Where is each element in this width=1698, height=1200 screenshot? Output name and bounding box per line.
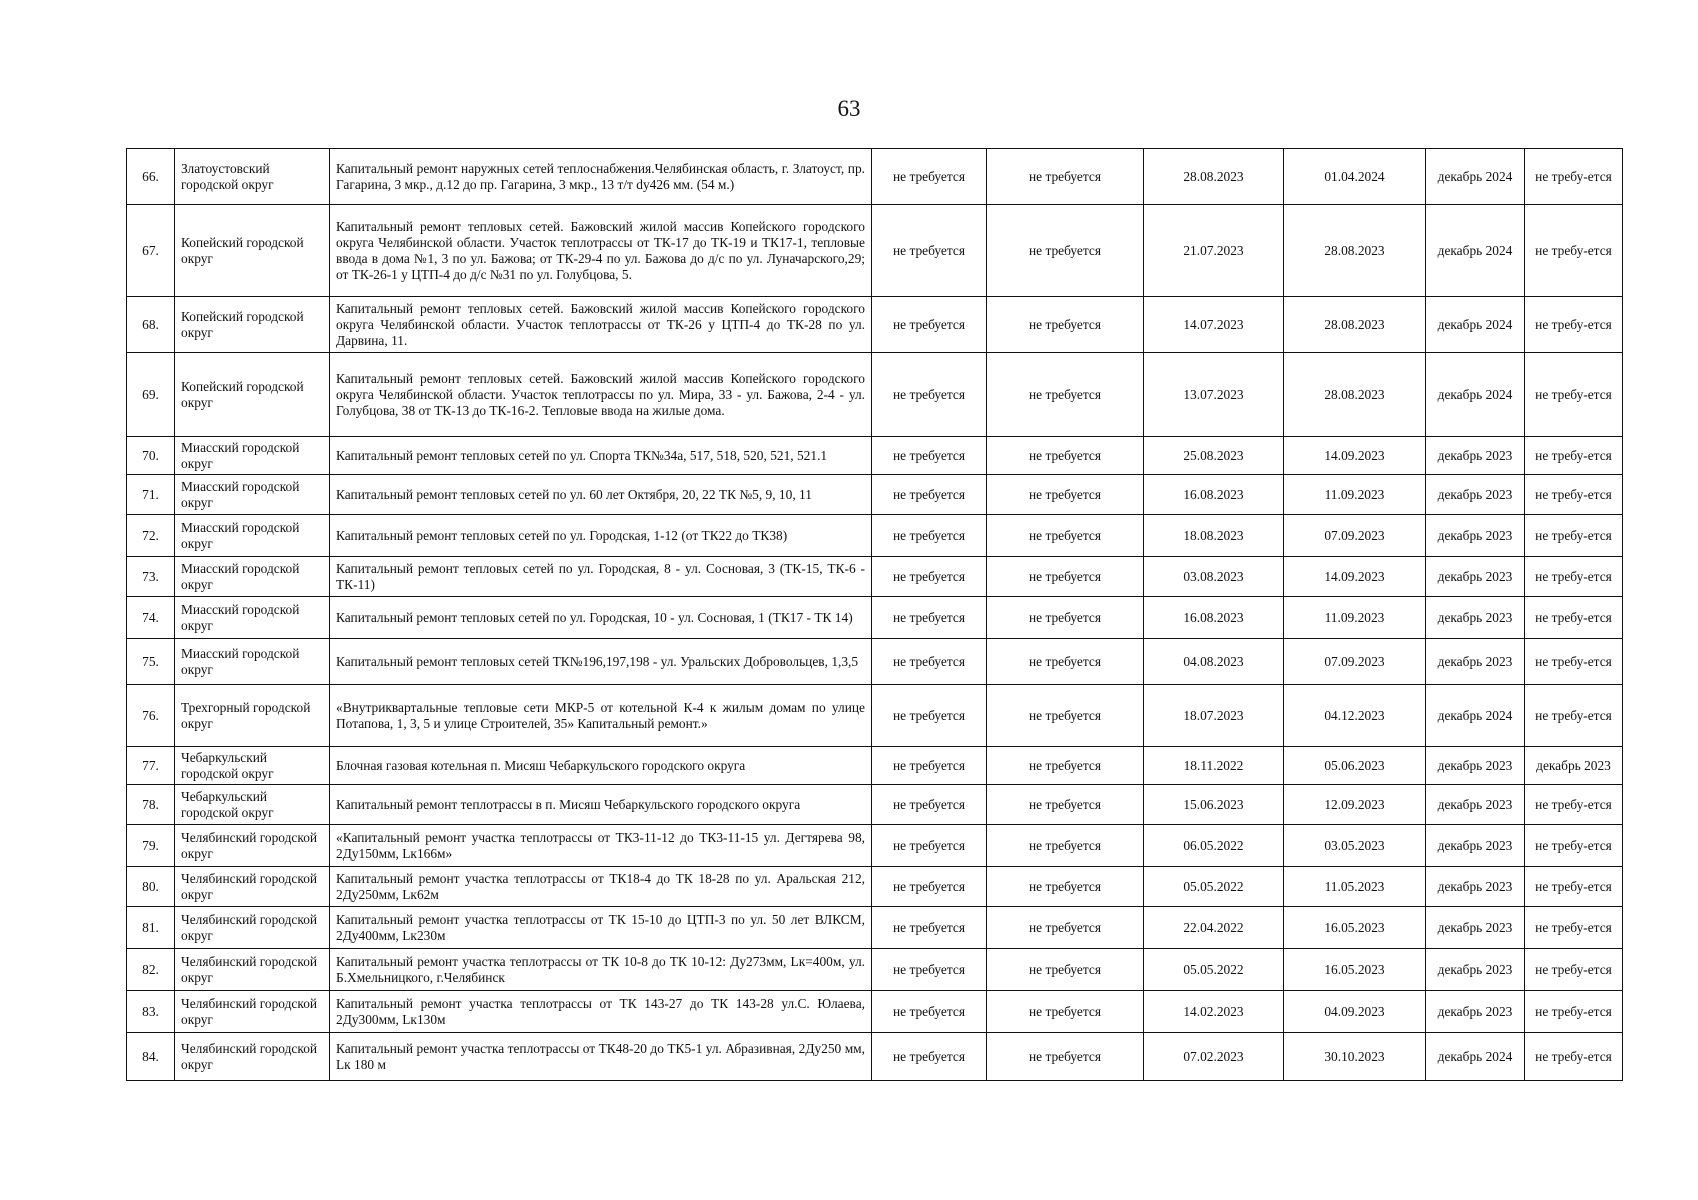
- requirement-cell-b: не требуется: [987, 205, 1144, 297]
- requirement-cell-a: не требуется: [872, 685, 987, 747]
- row-number: 80.: [127, 867, 175, 907]
- start-date-cell: 18.11.2022: [1144, 747, 1284, 785]
- row-number: 69.: [127, 353, 175, 437]
- row-number: 66.: [127, 149, 175, 205]
- deadline-cell: декабрь 2023: [1426, 867, 1525, 907]
- description-cell: Капитальный ремонт тепловых сетей по ул. Городская, 1-12 (от ТК22 до ТК38): [330, 515, 872, 557]
- requirement-cell-b: не требуется: [987, 437, 1144, 475]
- deadline-cell: декабрь 2023: [1426, 515, 1525, 557]
- table-row: [127, 353, 1623, 437]
- municipality-cell: Миасский городской округ: [175, 437, 330, 475]
- municipality-cell: Челябинский городской округ: [175, 907, 330, 949]
- table-row: [127, 991, 1623, 1033]
- status-cell: декабрь 2023: [1525, 747, 1623, 785]
- start-date-cell: 13.07.2023: [1144, 353, 1284, 437]
- requirement-cell-b: не требуется: [987, 685, 1144, 747]
- end-date-cell: 03.05.2023: [1284, 825, 1426, 867]
- description-cell: Капитальный ремонт участка теплотрассы от ТК 143-27 до ТК 143-28 ул.С. Юлаева, 2Ду300мм, Lк130м: [330, 991, 872, 1033]
- description-cell: Капитальный ремонт тепловых сетей. Бажовский жилой массив Копейского городского округа Челябинской области. Участок теплотрассы от ТК-17 до ТК-19 и ТК17-1, тепловые ввода в дома №1, 3 по ул. Бажова; от ТК-29-4 по ул. Бажова до д/с по ул. Луначарского,29; от ТК-26-1 у ЦТП-4 до д/с №31 по ул. Голубцова, 5.: [330, 205, 872, 297]
- start-date-cell: 18.08.2023: [1144, 515, 1284, 557]
- requirement-cell-b: не требуется: [987, 639, 1144, 685]
- municipality-cell: Копейский городской округ: [175, 205, 330, 297]
- municipality-cell: Чебаркульский городской округ: [175, 747, 330, 785]
- row-number: 77.: [127, 747, 175, 785]
- requirement-cell-b: не требуется: [987, 297, 1144, 353]
- status-cell: не требу-ется: [1525, 205, 1623, 297]
- status-cell: не требу-ется: [1525, 1033, 1623, 1081]
- deadline-cell: декабрь 2023: [1426, 475, 1525, 515]
- requirement-cell-a: не требуется: [872, 747, 987, 785]
- municipality-cell: Миасский городской округ: [175, 557, 330, 597]
- row-number: 83.: [127, 991, 175, 1033]
- municipality-cell: Челябинский городской округ: [175, 825, 330, 867]
- end-date-cell: 14.09.2023: [1284, 557, 1426, 597]
- status-cell: не требу-ется: [1525, 825, 1623, 867]
- requirement-cell-a: не требуется: [872, 907, 987, 949]
- municipality-cell: Челябинский городской округ: [175, 867, 330, 907]
- row-number: 73.: [127, 557, 175, 597]
- program-table: [126, 148, 1623, 1081]
- status-cell: не требу-ется: [1525, 685, 1623, 747]
- municipality-cell: Миасский городской округ: [175, 515, 330, 557]
- deadline-cell: декабрь 2023: [1426, 597, 1525, 639]
- row-number: 67.: [127, 205, 175, 297]
- table-row: [127, 149, 1623, 205]
- requirement-cell-a: не требуется: [872, 475, 987, 515]
- row-number: 79.: [127, 825, 175, 867]
- description-cell: Капитальный ремонт тепловых сетей по ул. Городская, 10 - ул. Сосновая, 1 (ТК17 - ТК 14): [330, 597, 872, 639]
- row-number: 68.: [127, 297, 175, 353]
- start-date-cell: 28.08.2023: [1144, 149, 1284, 205]
- end-date-cell: 12.09.2023: [1284, 785, 1426, 825]
- row-number: 84.: [127, 1033, 175, 1081]
- requirement-cell-b: не требуется: [987, 825, 1144, 867]
- page-number: 63: [837, 96, 861, 121]
- description-cell: Капитальный ремонт тепловых сетей по ул. 60 лет Октября, 20, 22 ТК №5, 9, 10, 11: [330, 475, 872, 515]
- status-cell: не требу-ется: [1525, 597, 1623, 639]
- end-date-cell: 04.09.2023: [1284, 991, 1426, 1033]
- requirement-cell-a: не требуется: [872, 515, 987, 557]
- end-date-cell: 16.05.2023: [1284, 907, 1426, 949]
- municipality-cell: Челябинский городской округ: [175, 949, 330, 991]
- municipality-cell: Трехгорный городской округ: [175, 685, 330, 747]
- description-cell: Капитальный ремонт участка теплотрассы от ТК 15-10 до ЦТП-3 по ул. 50 лет ВЛКСМ, 2Ду400мм, Lк230м: [330, 907, 872, 949]
- table-row: [127, 825, 1623, 867]
- requirement-cell-a: не требуется: [872, 825, 987, 867]
- start-date-cell: 25.08.2023: [1144, 437, 1284, 475]
- requirement-cell-b: не требуется: [987, 597, 1144, 639]
- municipality-cell: Чебаркульский городской округ: [175, 785, 330, 825]
- start-date-cell: 05.05.2022: [1144, 867, 1284, 907]
- deadline-cell: декабрь 2024: [1426, 353, 1525, 437]
- table-row: [127, 557, 1623, 597]
- end-date-cell: 11.09.2023: [1284, 475, 1426, 515]
- deadline-cell: декабрь 2023: [1426, 991, 1525, 1033]
- status-cell: не требу-ется: [1525, 297, 1623, 353]
- description-cell: Капитальный ремонт наружных сетей теплоснабжения.Челябинская область, г. Златоуст, пр. Гагарина, 3 мкр., д.12 до пр. Гагарина, 3 мкр., 13 т/т dy426 мм. (54 м.): [330, 149, 872, 205]
- end-date-cell: 28.08.2023: [1284, 297, 1426, 353]
- status-cell: не требу-ется: [1525, 639, 1623, 685]
- start-date-cell: 07.02.2023: [1144, 1033, 1284, 1081]
- end-date-cell: 07.09.2023: [1284, 515, 1426, 557]
- municipality-cell: Миасский городской округ: [175, 597, 330, 639]
- municipality-cell: Миасский городской округ: [175, 475, 330, 515]
- requirement-cell-b: не требуется: [987, 149, 1144, 205]
- table-row: [127, 1033, 1623, 1081]
- table-row: [127, 297, 1623, 353]
- table-row: [127, 597, 1623, 639]
- end-date-cell: 04.12.2023: [1284, 685, 1426, 747]
- start-date-cell: 06.05.2022: [1144, 825, 1284, 867]
- table-row: [127, 515, 1623, 557]
- requirement-cell-b: не требуется: [987, 515, 1144, 557]
- end-date-cell: 16.05.2023: [1284, 949, 1426, 991]
- requirement-cell-a: не требуется: [872, 205, 987, 297]
- end-date-cell: 30.10.2023: [1284, 1033, 1426, 1081]
- requirement-cell-b: не требуется: [987, 475, 1144, 515]
- start-date-cell: 22.04.2022: [1144, 907, 1284, 949]
- municipality-cell: Копейский городской округ: [175, 353, 330, 437]
- description-cell: Капитальный ремонт участка теплотрассы от ТК18-4 до ТК 18-28 по ул. Аральская 212, 2Ду250мм, Lк62м: [330, 867, 872, 907]
- start-date-cell: 05.05.2022: [1144, 949, 1284, 991]
- end-date-cell: 07.09.2023: [1284, 639, 1426, 685]
- start-date-cell: 16.08.2023: [1144, 597, 1284, 639]
- description-cell: «Капитальный ремонт участка теплотрассы от ТК3-11-12 до ТК3-11-15 ул. Дегтярева 98, 2Ду150мм, Lк166м»: [330, 825, 872, 867]
- description-cell: «Внутриквартальные тепловые сети МКР-5 от котельной К-4 к жилым домам по улице Потапова, 1, 3, 5 и улице Строителей, 35» Капитальный ремонт.»: [330, 685, 872, 747]
- requirement-cell-a: не требуется: [872, 149, 987, 205]
- deadline-cell: декабрь 2023: [1426, 949, 1525, 991]
- row-number: 82.: [127, 949, 175, 991]
- end-date-cell: 28.08.2023: [1284, 353, 1426, 437]
- status-cell: не требу-ется: [1525, 475, 1623, 515]
- description-cell: Капитальный ремонт тепловых сетей ТК№196,197,198 - ул. Уральских Добровольцев, 1,3,5: [330, 639, 872, 685]
- deadline-cell: декабрь 2023: [1426, 825, 1525, 867]
- end-date-cell: 11.09.2023: [1284, 597, 1426, 639]
- table-row: [127, 639, 1623, 685]
- status-cell: не требу-ется: [1525, 907, 1623, 949]
- status-cell: не требу-ется: [1525, 149, 1623, 205]
- start-date-cell: 14.07.2023: [1144, 297, 1284, 353]
- requirement-cell-a: не требуется: [872, 639, 987, 685]
- requirement-cell-b: не требуется: [987, 353, 1144, 437]
- table-row: [127, 785, 1623, 825]
- status-cell: не требу-ется: [1525, 949, 1623, 991]
- requirement-cell-b: не требуется: [987, 991, 1144, 1033]
- deadline-cell: декабрь 2023: [1426, 747, 1525, 785]
- municipality-cell: Копейский городской округ: [175, 297, 330, 353]
- requirement-cell-b: не требуется: [987, 907, 1144, 949]
- description-cell: Капитальный ремонт тепловых сетей. Бажовский жилой массив Копейского городского округа Челябинской области. Участок теплотрассы по ул. Мира, 33 - ул. Бажова, 2-4 - ул. Голубцова, 38 от ТК-13 до ТК-16-2. Тепловые ввода на жилые дома.: [330, 353, 872, 437]
- requirement-cell-a: не требуется: [872, 297, 987, 353]
- deadline-cell: декабрь 2024: [1426, 297, 1525, 353]
- requirement-cell-b: не требуется: [987, 867, 1144, 907]
- requirement-cell-b: не требуется: [987, 785, 1144, 825]
- table-row: [127, 867, 1623, 907]
- start-date-cell: 04.08.2023: [1144, 639, 1284, 685]
- requirement-cell-b: не требуется: [987, 1033, 1144, 1081]
- status-cell: не требу-ется: [1525, 867, 1623, 907]
- description-cell: Блочная газовая котельная п. Мисяш Чебаркульского городского округа: [330, 747, 872, 785]
- start-date-cell: 14.02.2023: [1144, 991, 1284, 1033]
- start-date-cell: 16.08.2023: [1144, 475, 1284, 515]
- description-cell: Капитальный ремонт теплотрассы в п. Мисяш Чебаркульского городского округа: [330, 785, 872, 825]
- row-number: 72.: [127, 515, 175, 557]
- requirement-cell-a: не требуется: [872, 949, 987, 991]
- municipality-cell: Златоустовский городской округ: [175, 149, 330, 205]
- deadline-cell: декабрь 2023: [1426, 639, 1525, 685]
- row-number: 81.: [127, 907, 175, 949]
- table-body: [127, 149, 1623, 1081]
- row-number: 75.: [127, 639, 175, 685]
- requirement-cell-a: не требуется: [872, 867, 987, 907]
- status-cell: не требу-ется: [1525, 991, 1623, 1033]
- requirement-cell-b: не требуется: [987, 747, 1144, 785]
- requirement-cell-a: не требуется: [872, 353, 987, 437]
- table-row: [127, 205, 1623, 297]
- status-cell: не требу-ется: [1525, 557, 1623, 597]
- row-number: 74.: [127, 597, 175, 639]
- end-date-cell: 14.09.2023: [1284, 437, 1426, 475]
- row-number: 70.: [127, 437, 175, 475]
- municipality-cell: Челябинский городской округ: [175, 991, 330, 1033]
- table-row: [127, 907, 1623, 949]
- end-date-cell: 05.06.2023: [1284, 747, 1426, 785]
- description-cell: Капитальный ремонт участка теплотрассы от ТК 10-8 до ТК 10-12: Ду273мм, Lк=400м, ул. Б.Хмельницкого, г.Челябинск: [330, 949, 872, 991]
- requirement-cell-a: не требуется: [872, 557, 987, 597]
- row-number: 78.: [127, 785, 175, 825]
- table-row: [127, 437, 1623, 475]
- municipality-cell: Челябинский городской округ: [175, 1033, 330, 1081]
- status-cell: не требу-ется: [1525, 785, 1623, 825]
- status-cell: не требу-ется: [1525, 353, 1623, 437]
- end-date-cell: 11.05.2023: [1284, 867, 1426, 907]
- deadline-cell: декабрь 2024: [1426, 685, 1525, 747]
- start-date-cell: 18.07.2023: [1144, 685, 1284, 747]
- status-cell: не требу-ется: [1525, 515, 1623, 557]
- status-cell: не требу-ется: [1525, 437, 1623, 475]
- requirement-cell-a: не требуется: [872, 991, 987, 1033]
- start-date-cell: 03.08.2023: [1144, 557, 1284, 597]
- deadline-cell: декабрь 2024: [1426, 149, 1525, 205]
- end-date-cell: 01.04.2024: [1284, 149, 1426, 205]
- description-cell: Капитальный ремонт тепловых сетей. Бажовский жилой массив Копейского городского округа Челябинской области. Участок теплотрассы от ТК-26 у ЦТП-4 до ТК-28 по ул. Дарвина, 11.: [330, 297, 872, 353]
- deadline-cell: декабрь 2024: [1426, 1033, 1525, 1081]
- requirement-cell-a: не требуется: [872, 437, 987, 475]
- table-row: [127, 685, 1623, 747]
- table-row: [127, 949, 1623, 991]
- requirement-cell-b: не требуется: [987, 557, 1144, 597]
- deadline-cell: декабрь 2023: [1426, 785, 1525, 825]
- description-cell: Капитальный ремонт тепловых сетей по ул. Городская, 8 - ул. Сосновая, 3 (ТК-15, ТК-6 - ТК-11): [330, 557, 872, 597]
- deadline-cell: декабрь 2023: [1426, 557, 1525, 597]
- end-date-cell: 28.08.2023: [1284, 205, 1426, 297]
- row-number: 71.: [127, 475, 175, 515]
- description-cell: Капитальный ремонт тепловых сетей по ул. Спорта ТК№34а, 517, 518, 520, 521, 521.1: [330, 437, 872, 475]
- requirement-cell-a: не требуется: [872, 1033, 987, 1081]
- table-row: [127, 475, 1623, 515]
- table-row: [127, 747, 1623, 785]
- deadline-cell: декабрь 2023: [1426, 437, 1525, 475]
- requirement-cell-a: не требуется: [872, 597, 987, 639]
- requirement-cell-b: не требуется: [987, 949, 1144, 991]
- start-date-cell: 15.06.2023: [1144, 785, 1284, 825]
- start-date-cell: 21.07.2023: [1144, 205, 1284, 297]
- deadline-cell: декабрь 2023: [1426, 907, 1525, 949]
- description-cell: Капитальный ремонт участка теплотрассы от ТК48-20 до ТК5-1 ул. Абразивная, 2Ду250 мм, Lк 180 м: [330, 1033, 872, 1081]
- row-number: 76.: [127, 685, 175, 747]
- requirement-cell-a: не требуется: [872, 785, 987, 825]
- municipality-cell: Миасский городской округ: [175, 639, 330, 685]
- deadline-cell: декабрь 2024: [1426, 205, 1525, 297]
